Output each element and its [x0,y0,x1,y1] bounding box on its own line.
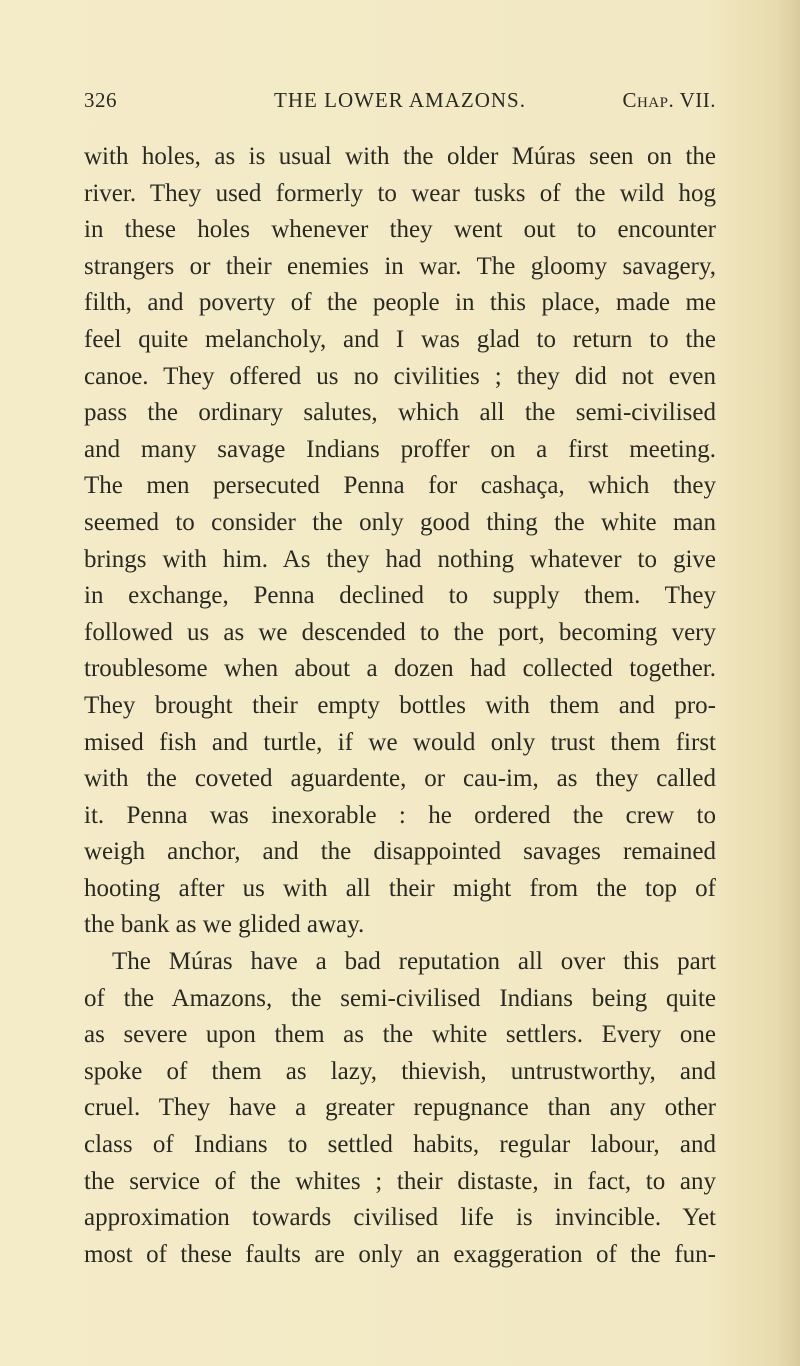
text-line: filth, and poverty of the people in this place, made me [84,289,716,317]
text-line: The Múras have a bad reputation all over this part [112,948,716,976]
running-title: THE LOWER AMAZONS. [274,88,526,112]
text-line: strangers or their enemies in war. The gloomy savagery, [84,252,716,280]
text-line: in exchange, Penna declined to supply them. They [84,582,716,610]
text-line: canoe. They offered us no civilities ; they did not even [84,362,716,390]
text-line: troublesome when about a dozen had collected together. [84,655,716,683]
text-line: They brought their empty bottles with them and pro- [84,691,716,719]
body-text [84,139,716,1273]
page-number: 326 [84,88,117,112]
text-line: in these holes whenever they went out to encounter [84,216,716,244]
text-line: river. They used formerly to wear tusks of the wild hog [84,179,716,207]
text-line: it. Penna was inexorable : he ordered the crew to [84,801,716,829]
text-line: cruel. They have a greater repugnance than any other [84,1094,716,1122]
text-line: the bank as we glided away. [84,911,365,939]
text-line: of the Amazons, the semi-civilised Indians being quite [84,984,716,1012]
text-line: pass the ordinary salutes, which all the semi-civilised [84,399,716,427]
text-line: mised fish and turtle, if we would only trust them first [84,728,716,756]
text-line: spoke of them as lazy, thievish, untrustworthy, and [84,1057,716,1085]
text-line: weigh anchor, and the disappointed savages remained [84,838,716,866]
text-line: feel quite melancholy, and I was glad to return to the [84,325,716,353]
text-line: The men persecuted Penna for cashaça, which they [84,472,716,500]
running-head [84,88,716,118]
text-line: hooting after us with all their might from the top of [84,874,716,902]
chapter-label: Chap. VII. [622,88,716,112]
text-line: approximation towards civilised life is invincible. Yet [84,1204,716,1232]
text-line: class of Indians to settled habits, regular labour, and [84,1131,716,1159]
text-line: and many savage Indians proffer on a first meeting. [84,435,716,463]
text-line: followed us as we descended to the port, becoming very [84,618,716,646]
page-edge-shadow [778,0,800,1366]
text-line: as severe upon them as the white settlers. Every one [84,1021,716,1049]
text-line: the service of the whites ; their distaste, in fact, to any [84,1167,716,1195]
text-line: brings with him. As they had nothing whatever to give [84,545,716,573]
text-line: with holes, as is usual with the older Múras seen on the [84,143,716,170]
text-line: most of these faults are only an exaggeration of the fun- [84,1240,716,1268]
text-line: seemed to consider the only good thing the white man [84,508,716,536]
text-line: with the coveted aguardente, or cau-im, as they called [84,765,716,793]
